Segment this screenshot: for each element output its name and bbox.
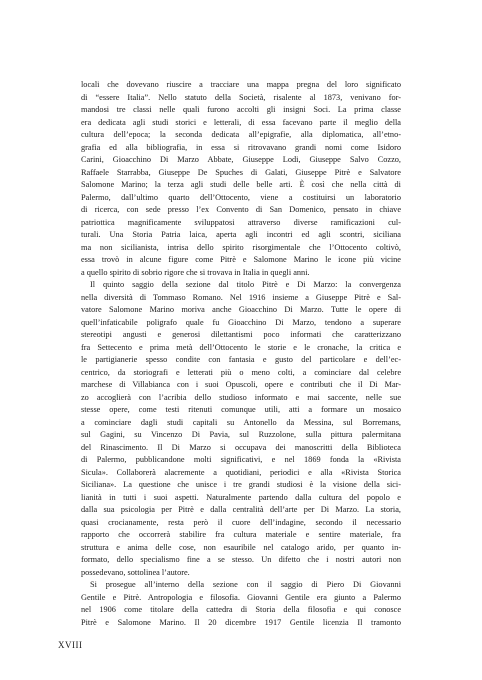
text-line: quasi crocianamente, resta però il cuore dell’indagine, secondo il necessario [81, 517, 401, 527]
text-line: fra Settecento e prima metà dell’Ottocento le storie e le cronache, la critica e [81, 342, 401, 352]
body-text [81, 79, 401, 629]
text-line: di “essere Italia”. Nello statuto della Società, risalente al 1873, venivano for- [81, 92, 401, 102]
text-line: grafia ed alla bibliografia, in essa si ritrovavano grandi nomi come Isidoro [81, 142, 401, 152]
text-line: marchese di Villabianca con i suoi Opuscoli, opere e contributi che il Di Mar- [81, 380, 401, 389]
text-line: locali che dovevano riuscire a tracciare una mappa pregna del loro significato [81, 80, 401, 89]
text-line: era dedicata agli studi storici e letterali, di essa facevano parte il meglio della [81, 117, 401, 127]
text-line: a cominciare dagli studi capitali su Antonello da Messina, sul Borremans, [81, 417, 401, 427]
text-line: centrico, da storiografi e letterati più o meno colti, a cominciare dal celebre [81, 367, 401, 377]
text-line: quell’infaticabile poligrafo quale fu Gioacchino Di Marzo, tendono a superare [81, 317, 401, 327]
text-line: struttura e anima delle cose, non esauribile nel catalogo arido, per quanto in- [81, 542, 401, 552]
text-line: dalla sua psicologia per Pitrè e dalla centralità dell’arte per Di Marzo. La storia, [81, 505, 401, 514]
text-line: Carini, Gioacchino Di Marzo Abbate, Giuseppe Lodi, Giuseppe Salvo Cozzo, [81, 155, 401, 164]
text-line: le partigianerie spesso condite con fantasia e gusto del particolare e dell’ec- [81, 355, 401, 364]
text-line: Salomone Marino; la terza agli studi delle belle arti. È così che nella città di [81, 180, 401, 189]
text-line: Raffaele Starrabba, Giuseppe De Spuches di Galati, Giuseppe Pitrè e Salvatore [81, 167, 401, 177]
text-line: patriottica magnificamente sviluppatosi attraverso diverse ramificazioni cul- [81, 217, 401, 227]
text-line: ma non sicilianista, intrisa dello spirito risorgimentale che l’Ottocento coltivò, [81, 242, 401, 252]
text-line: Sicula». Collaborerà alacremente a quotidiani, periodici e alla «Rivista Storica [81, 467, 401, 477]
text-line: vatore Salomone Marino moriva anche Gioacchino Di Marzo. Tutte le opere di [81, 305, 401, 314]
text-line: stereotipi angusti e generosi dilettantismi poco informati che caratterizzano [81, 330, 401, 339]
text-line: Pitrè e Salomone Marino. Il 20 dicembre 1917 Gentile licenzia Il tramonto [81, 617, 401, 627]
text-line: Gentile e Pitrè. Antropologia e filosofia. Giovanni Gentile era giunto a Palermo [81, 592, 401, 602]
text-line: turali. Una Storia Patria laica, aperta agli incontri ed agli scontri, siciliana [81, 230, 401, 239]
text-line: a quello spirito di sobrio rigore che si trovava in Italia in quegli anni. [81, 267, 310, 277]
text-line: Si prosegue all’interno della sezione con il saggio di Piero Di Giovanni [90, 580, 401, 589]
text-line: sul Gagini, su Vincenzo Di Pavia, sul Ruzzolone, sulla pittura palermitana [81, 430, 401, 439]
text-line: formato, dello specialismo fine a se stesso. Un difetto che i nostri autori non [81, 555, 401, 564]
text-line: mandosi tre classi nelle quali furono accolti gli insigni Soci. La prima classe [81, 105, 401, 114]
text-line: Siciliana». La questione che unisce i tre grandi studiosi è la visione della sici- [81, 480, 401, 489]
text-line: del Rinascimento. Il Di Marzo si occupava dei manoscritti della Biblioteca [81, 442, 401, 452]
text-line: nella diversità di Tommaso Romano. Nel 1916 insieme a Giuseppe Pitrè e Sal- [81, 292, 401, 302]
text-line: possedevano, sottolinea l’autore. [81, 567, 190, 577]
page-number: XVIII [58, 640, 83, 650]
text-line: essa trovò in alcune figure come Pitrè e Salomone Marino le icone più vicine [81, 255, 401, 264]
text-line: stesse opere, come testi ritenuti comunque utili, atti a formare un mosaico [81, 405, 401, 414]
text-line: Il quinto saggio della sezione dal titolo Pitrè e Di Marzo: la convergenza [90, 280, 401, 289]
text-line: Palermo, dall’ultimo quarto dell’Ottocento, viene a costituirsi un laboratorio [81, 192, 401, 202]
text-line: cultura dell’epoca; la seconda dedicata all’epigrafie, alla diplomatica, all’etno- [81, 130, 401, 139]
text-line: nel 1906 come titolare della cattedra di Storia della filosofia e qui conosce [81, 605, 401, 614]
text-line: di Palermo, pubblicandone molti significativi, e nel 1869 fonda la «Rivista [81, 455, 401, 464]
text-line: zo accoglierà con l’acribia dello studioso informato e mai saccente, nelle sue [81, 392, 401, 402]
text-line: rapporto che occorrerà stabilire fra cultura materiale e sentire materiale, fra [81, 530, 401, 539]
text-line: lianità in tutti i suoi aspetti. Naturalmente partendo dalla cultura del popolo e [81, 492, 401, 502]
text-line: di ricerca, con sede presso l’ex Convento di San Domenico, pensato in chiave [81, 205, 401, 214]
